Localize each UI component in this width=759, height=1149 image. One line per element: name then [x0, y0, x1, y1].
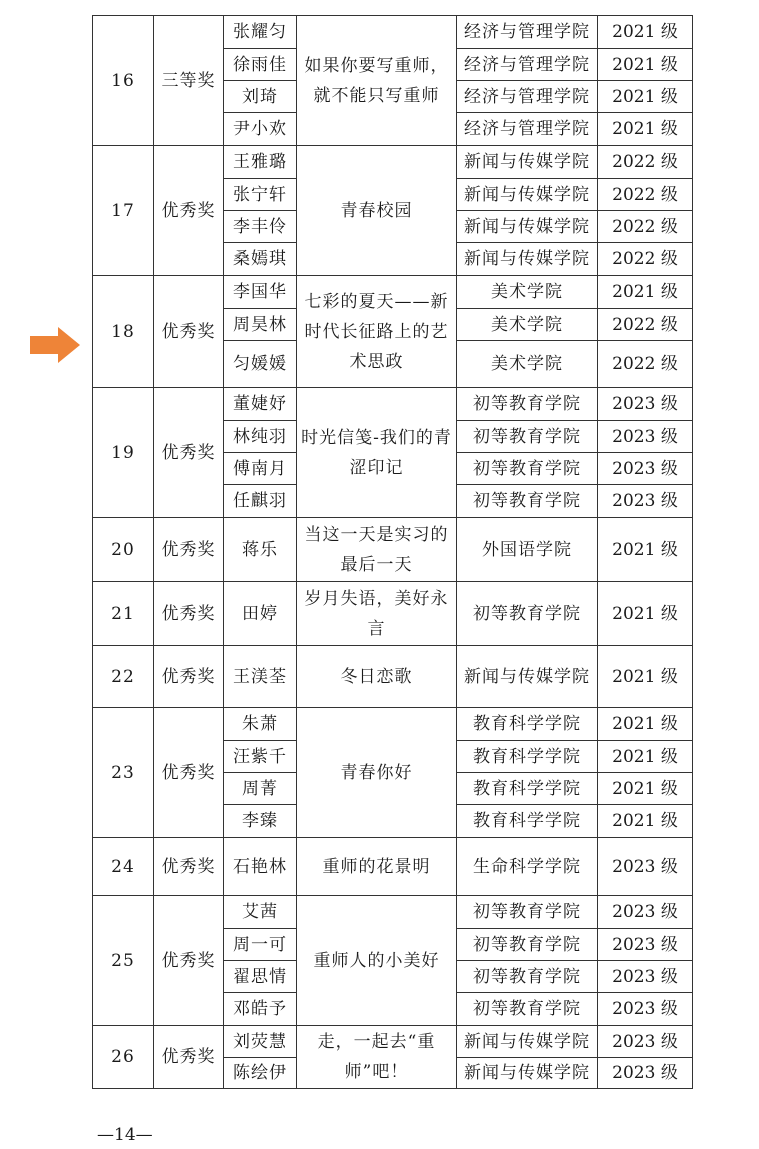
member-college: 美术学院 — [457, 341, 598, 388]
member-college: 初等教育学院 — [457, 896, 598, 929]
member-name: 汪紫千 — [224, 741, 297, 773]
member-college: 外国语学院 — [457, 518, 598, 582]
table-row — [93, 276, 693, 309]
member-college: 教育科学学院 — [457, 773, 598, 805]
member-college: 教育科学学院 — [457, 741, 598, 773]
member-college: 初等教育学院 — [457, 993, 598, 1026]
member-name: 翟思情 — [224, 961, 297, 993]
entry-number: 26 — [93, 1026, 154, 1089]
member-grade: 2021 级 — [598, 16, 693, 49]
member-college: 新闻与传媒学院 — [457, 1026, 598, 1058]
member-college: 新闻与传媒学院 — [457, 146, 598, 179]
member-grade: 2023 级 — [598, 453, 693, 485]
work-title: 七彩的夏天——新时代长征路上的艺术思政 — [297, 276, 457, 388]
member-college: 新闻与传媒学院 — [457, 211, 598, 243]
member-grade: 2023 级 — [598, 485, 693, 518]
member-grade: 2021 级 — [598, 518, 693, 582]
member-grade: 2022 级 — [598, 146, 693, 179]
work-title: 青春校园 — [297, 146, 457, 276]
table-row — [93, 146, 693, 179]
page-number: —14— — [97, 1125, 153, 1145]
member-name: 张宁轩 — [224, 179, 297, 211]
member-college: 新闻与传媒学院 — [457, 179, 598, 211]
member-name: 周菁 — [224, 773, 297, 805]
member-grade: 2023 级 — [598, 388, 693, 421]
award-level: 优秀奖 — [154, 1026, 224, 1089]
member-college: 生命科学学院 — [457, 838, 598, 896]
award-level: 三等奖 — [154, 16, 224, 146]
member-name: 周昊林 — [224, 309, 297, 341]
member-grade: 2021 级 — [598, 276, 693, 309]
entry-number: 24 — [93, 838, 154, 896]
member-name: 匀媛媛 — [224, 341, 297, 388]
member-name: 陈绘伊 — [224, 1058, 297, 1089]
member-college: 经济与管理学院 — [457, 16, 598, 49]
member-name: 朱萧 — [224, 708, 297, 741]
member-grade: 2023 级 — [598, 838, 693, 896]
member-name: 张耀匀 — [224, 16, 297, 49]
member-name: 田婷 — [224, 582, 297, 646]
award-list-table — [92, 15, 693, 1089]
entry-number: 16 — [93, 16, 154, 146]
table-row — [93, 1026, 693, 1058]
award-level: 优秀奖 — [154, 518, 224, 582]
member-college: 初等教育学院 — [457, 582, 598, 646]
member-college: 教育科学学院 — [457, 708, 598, 741]
member-grade: 2023 级 — [598, 421, 693, 453]
member-name: 刘琦 — [224, 81, 297, 113]
orange-arrow-icon — [30, 327, 80, 363]
entry-number: 21 — [93, 582, 154, 646]
member-name: 邓皓予 — [224, 993, 297, 1026]
member-name: 蒋乐 — [224, 518, 297, 582]
member-grade: 2021 级 — [598, 805, 693, 838]
member-grade: 2021 级 — [598, 49, 693, 81]
award-level: 优秀奖 — [154, 708, 224, 838]
member-name: 尹小欢 — [224, 113, 297, 146]
member-name: 刘荧慧 — [224, 1026, 297, 1058]
member-college: 新闻与传媒学院 — [457, 646, 598, 708]
member-college: 初等教育学院 — [457, 929, 598, 961]
member-name: 桑嫣琪 — [224, 243, 297, 276]
member-name: 董婕妤 — [224, 388, 297, 421]
member-grade: 2022 级 — [598, 179, 693, 211]
member-name: 艾茜 — [224, 896, 297, 929]
member-grade: 2023 级 — [598, 961, 693, 993]
award-level: 优秀奖 — [154, 838, 224, 896]
award-level: 优秀奖 — [154, 646, 224, 708]
member-college: 初等教育学院 — [457, 485, 598, 518]
member-college: 初等教育学院 — [457, 388, 598, 421]
entry-number: 25 — [93, 896, 154, 1026]
member-grade: 2021 级 — [598, 708, 693, 741]
member-college: 经济与管理学院 — [457, 81, 598, 113]
member-college: 经济与管理学院 — [457, 113, 598, 146]
table-row — [93, 582, 693, 646]
work-title: 如果你要写重师，就不能只写重师 — [297, 16, 457, 146]
work-title: 重师人的小美好 — [297, 896, 457, 1026]
work-title: 冬日恋歌 — [297, 646, 457, 708]
member-grade: 2021 级 — [598, 113, 693, 146]
member-college: 初等教育学院 — [457, 453, 598, 485]
work-title: 岁月失语，美好永言 — [297, 582, 457, 646]
member-name: 石艳林 — [224, 838, 297, 896]
work-title: 青春你好 — [297, 708, 457, 838]
member-grade: 2021 级 — [598, 582, 693, 646]
entry-number: 19 — [93, 388, 154, 518]
member-college: 美术学院 — [457, 276, 598, 309]
work-title: 重师的花景明 — [297, 838, 457, 896]
table-row — [93, 16, 693, 49]
member-name: 傅南月 — [224, 453, 297, 485]
member-name: 王雅璐 — [224, 146, 297, 179]
table-row — [93, 896, 693, 929]
member-college: 美术学院 — [457, 309, 598, 341]
member-grade: 2022 级 — [598, 341, 693, 388]
member-grade: 2023 级 — [598, 993, 693, 1026]
table-row — [93, 388, 693, 421]
member-name: 王渼荃 — [224, 646, 297, 708]
member-grade: 2023 级 — [598, 929, 693, 961]
award-level: 优秀奖 — [154, 146, 224, 276]
entry-number: 22 — [93, 646, 154, 708]
table-row — [93, 708, 693, 741]
member-college: 新闻与传媒学院 — [457, 243, 598, 276]
member-grade: 2022 级 — [598, 243, 693, 276]
member-college: 教育科学学院 — [457, 805, 598, 838]
member-college: 初等教育学院 — [457, 961, 598, 993]
member-grade: 2022 级 — [598, 211, 693, 243]
member-name: 李丰伶 — [224, 211, 297, 243]
member-college: 初等教育学院 — [457, 421, 598, 453]
award-level: 优秀奖 — [154, 276, 224, 388]
entry-number: 23 — [93, 708, 154, 838]
award-level: 优秀奖 — [154, 896, 224, 1026]
member-name: 周一可 — [224, 929, 297, 961]
member-grade: 2021 级 — [598, 81, 693, 113]
member-grade: 2021 级 — [598, 741, 693, 773]
member-grade: 2021 级 — [598, 773, 693, 805]
member-college: 新闻与传媒学院 — [457, 1058, 598, 1089]
entry-number: 18 — [93, 276, 154, 388]
member-name: 林纯羽 — [224, 421, 297, 453]
member-grade: 2023 级 — [598, 1026, 693, 1058]
table-row — [93, 518, 693, 582]
member-grade: 2023 级 — [598, 896, 693, 929]
work-title: 走，一起去“重师”吧！ — [297, 1026, 457, 1089]
award-level: 优秀奖 — [154, 582, 224, 646]
entry-number: 17 — [93, 146, 154, 276]
entry-number: 20 — [93, 518, 154, 582]
member-college: 经济与管理学院 — [457, 49, 598, 81]
member-name: 徐雨佳 — [224, 49, 297, 81]
table-row — [93, 646, 693, 708]
member-grade: 2023 级 — [598, 1058, 693, 1089]
member-name: 李臻 — [224, 805, 297, 838]
work-title: 时光信笺-我们的青涩印记 — [297, 388, 457, 518]
work-title: 当这一天是实习的最后一天 — [297, 518, 457, 582]
table-row — [93, 838, 693, 896]
award-level: 优秀奖 — [154, 388, 224, 518]
member-grade: 2022 级 — [598, 309, 693, 341]
member-grade: 2021 级 — [598, 646, 693, 708]
member-name: 任麒羽 — [224, 485, 297, 518]
member-name: 李国华 — [224, 276, 297, 309]
